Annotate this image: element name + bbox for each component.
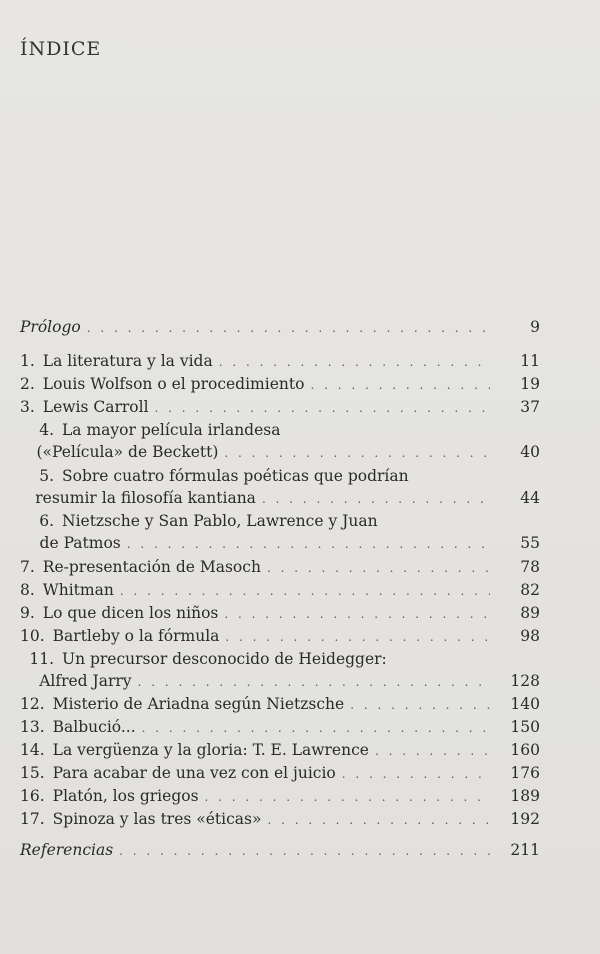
toc-entry[interactable] xyxy=(20,350,540,372)
entry-page-number: 189 xyxy=(510,787,540,805)
toc-entry[interactable] xyxy=(20,808,540,830)
entry-title: Spinoza y las tres «éticas» xyxy=(52,810,262,828)
toc-entry[interactable] xyxy=(20,316,540,338)
entry-title: Alfred Jarry xyxy=(39,671,132,690)
entry-page-number: 128 xyxy=(510,671,540,690)
entry-number: 13. xyxy=(20,718,45,736)
dot-leader xyxy=(155,397,490,419)
toc-entry[interactable] xyxy=(20,556,540,578)
entry-title: Lewis Carroll xyxy=(42,398,149,416)
toc-entry-line xyxy=(20,556,540,578)
dot-leader xyxy=(87,317,490,339)
toc-entry-line xyxy=(20,602,540,624)
dot-leader xyxy=(342,763,490,785)
toc-entry-line xyxy=(20,625,540,647)
dot-leader xyxy=(267,809,490,831)
entry-title: La mayor película irlandesa xyxy=(62,421,281,439)
entry-title: Platón, los griegos xyxy=(52,787,199,805)
entry-number: 2. xyxy=(20,375,35,393)
toc-entry-line xyxy=(20,510,540,532)
dot-leader xyxy=(127,533,490,555)
dot-leader xyxy=(225,626,490,648)
entry-title: Para acabar de una vez con el juicio xyxy=(52,764,336,782)
toc-entry-line xyxy=(20,785,540,807)
entry-title: Prólogo xyxy=(20,318,81,336)
dot-leader xyxy=(262,488,490,510)
toc-entry-line xyxy=(20,808,540,830)
entry-page-number: 211 xyxy=(510,841,540,859)
dot-leader xyxy=(350,694,490,716)
toc-entry-line xyxy=(20,579,540,601)
toc-entry-line xyxy=(20,441,540,463)
entry-number: 4. xyxy=(39,421,54,439)
toc-entry-line xyxy=(20,396,540,418)
toc-entry-line xyxy=(20,532,540,554)
entry-number: 17. xyxy=(20,810,45,828)
entry-number: 5. xyxy=(39,466,54,485)
toc-entry[interactable] xyxy=(20,465,540,509)
dot-leader xyxy=(142,717,490,739)
entry-title: La vergüenza y la gloria: T. E. Lawrence xyxy=(52,741,369,759)
dot-leader xyxy=(224,603,490,625)
toc-entry-line xyxy=(20,693,540,715)
toc-entry[interactable] xyxy=(20,625,540,647)
entry-title: («Película» de Beckett) xyxy=(36,443,219,461)
toc-entry[interactable] xyxy=(20,762,540,784)
toc-entry[interactable] xyxy=(20,785,540,807)
entry-page-number: 82 xyxy=(520,580,540,599)
page-title: ÍNDICE xyxy=(20,38,102,60)
entry-number: 15. xyxy=(20,764,45,782)
entry-page-number: 176 xyxy=(510,764,540,782)
entry-title: Louis Wolfson o el procedimiento xyxy=(42,375,305,393)
entry-page-number: 150 xyxy=(510,718,540,736)
entry-title: Un precursor desconocido de Heidegger: xyxy=(62,649,387,668)
entry-number: 9. xyxy=(20,603,35,622)
entry-number: 11. xyxy=(29,649,54,668)
toc-entry-line xyxy=(20,839,540,861)
dot-leader xyxy=(138,671,490,693)
toc-entry[interactable] xyxy=(20,373,540,395)
dot-leader xyxy=(310,374,490,396)
toc-entry[interactable] xyxy=(20,693,540,715)
toc-entry[interactable] xyxy=(20,648,540,692)
entry-page-number: 19 xyxy=(520,375,540,393)
toc-entry[interactable] xyxy=(20,510,540,554)
entry-page-number: 98 xyxy=(520,626,540,645)
toc-entry-line xyxy=(20,316,540,338)
dot-leader xyxy=(375,740,490,762)
toc-entry-line xyxy=(20,465,540,487)
entry-page-number: 78 xyxy=(520,557,540,576)
entry-number: 14. xyxy=(20,741,45,759)
dot-leader xyxy=(219,351,490,373)
entry-page-number: 9 xyxy=(530,318,540,336)
dot-leader xyxy=(205,786,490,808)
toc-entry-line xyxy=(20,648,540,670)
toc-entry-line xyxy=(20,487,540,509)
toc-entry-line xyxy=(20,670,540,692)
dot-leader xyxy=(224,442,490,464)
entry-number: 10. xyxy=(20,626,45,645)
entry-number: 1. xyxy=(20,352,35,370)
toc-entry-line xyxy=(20,419,540,441)
entry-title: Balbució... xyxy=(52,718,136,736)
dot-leader xyxy=(267,557,490,579)
toc-entry-line xyxy=(20,350,540,372)
toc-entry[interactable] xyxy=(20,579,540,601)
entry-page-number: 160 xyxy=(510,741,540,759)
entry-page-number: 55 xyxy=(520,534,540,552)
toc-entry-line xyxy=(20,762,540,784)
entry-page-number: 11 xyxy=(520,352,540,370)
entry-number: 8. xyxy=(20,580,35,599)
entry-title: Misterio de Ariadna según Nietzsche xyxy=(52,695,345,713)
toc-entry[interactable] xyxy=(20,739,540,761)
entry-number: 7. xyxy=(20,557,35,576)
toc-entry[interactable] xyxy=(20,839,540,861)
entry-title: de Patmos xyxy=(39,534,121,552)
entry-title: Re-presentación de Masoch xyxy=(42,557,261,576)
entry-title: Whitman xyxy=(42,580,114,599)
entry-title: Nietzsche y San Pablo, Lawrence y Juan xyxy=(62,512,378,530)
toc-entry-line xyxy=(20,373,540,395)
dot-leader xyxy=(119,840,490,862)
toc-entry-line xyxy=(20,716,540,738)
entry-page-number: 140 xyxy=(510,695,540,713)
toc-entry[interactable] xyxy=(20,716,540,738)
entry-number: 6. xyxy=(39,512,54,530)
entry-title: Sobre cuatro fórmulas poéticas que podrían xyxy=(62,466,409,485)
entry-page-number: 40 xyxy=(520,443,540,461)
toc-entry[interactable] xyxy=(20,396,540,418)
entry-title: Lo que dicen los niños xyxy=(42,603,219,622)
dot-leader xyxy=(120,580,490,602)
entry-title: Bartleby o la fórmula xyxy=(52,626,220,645)
entry-title: resumir la filosofía kantiana xyxy=(35,488,256,507)
entry-page-number: 44 xyxy=(520,488,540,507)
entry-title: La literatura y la vida xyxy=(42,352,213,370)
entry-page-number: 192 xyxy=(510,810,540,828)
entry-page-number: 89 xyxy=(520,603,540,622)
toc-entry-line xyxy=(20,739,540,761)
entry-number: 12. xyxy=(20,695,45,713)
entry-number: 3. xyxy=(20,398,35,416)
entry-number: 16. xyxy=(20,787,45,805)
toc-entry[interactable] xyxy=(20,602,540,624)
entry-page-number: 37 xyxy=(520,398,540,416)
toc-entry[interactable] xyxy=(20,419,540,463)
entry-title: Referencias xyxy=(20,841,114,859)
